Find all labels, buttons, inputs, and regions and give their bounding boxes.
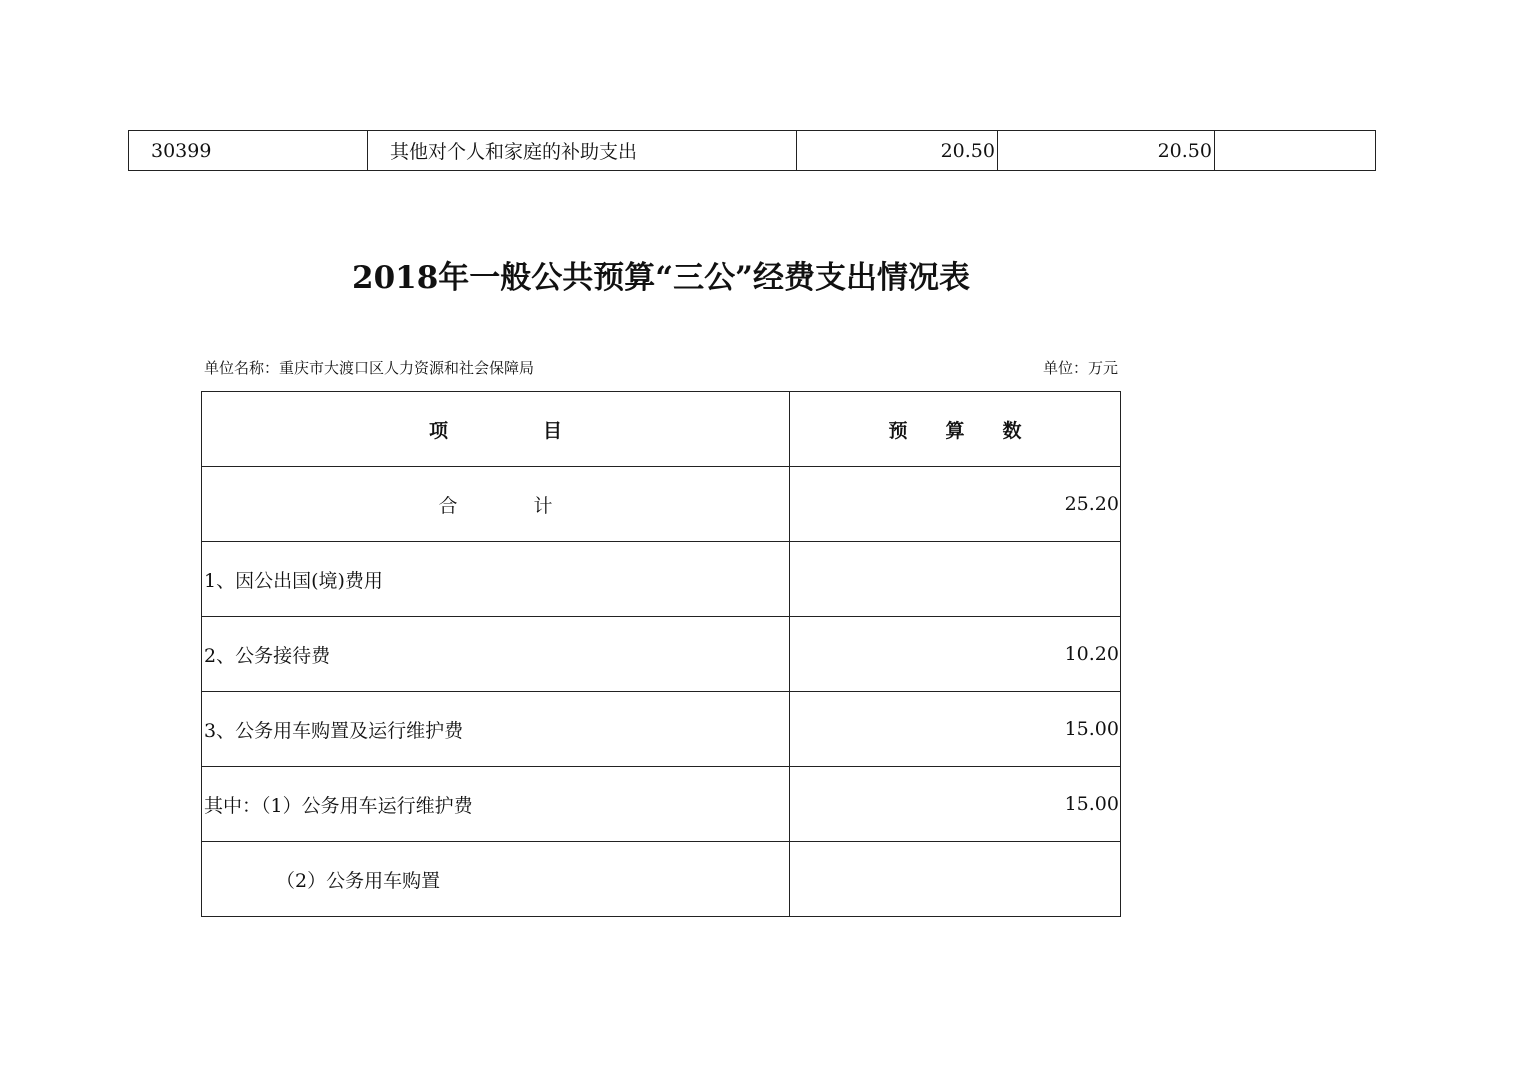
row-value [790,842,1121,917]
header-amount: 预 算 数 [790,392,1121,467]
row-label: 3、公务用车购置及运行维护费 [202,692,790,767]
carry-code-cell: 30399 [129,131,368,171]
table-row [202,692,1121,767]
table-row [202,617,1121,692]
table-header-row [202,392,1121,467]
row-value: 10.20 [790,617,1121,692]
row-value: 25.20 [790,467,1121,542]
row-value: 15.00 [790,692,1121,767]
page-title: 2018年一般公共预算“三公”经费支出情况表 [352,260,970,296]
table-row [202,842,1121,917]
unit-name-label: 单位名称：重庆市大渡口区人力资源和社会保障局 [204,359,535,377]
row-label: 合 计 [202,467,790,542]
table-row [202,767,1121,842]
row-label: 1、因公出国(境)费用 [202,542,790,617]
row-value: 15.00 [790,767,1121,842]
row-label: 2、公务接待费 [202,617,790,692]
table-row [129,131,1376,171]
row-label: （2）公务用车购置 [202,842,790,917]
row-value [790,542,1121,617]
header-item: 项 目 [202,392,790,467]
unit-label: 单位：万元 [1042,359,1118,377]
carry-amount-c-cell [1215,131,1376,171]
table-row-total [202,467,1121,542]
expense-table [201,391,1121,917]
table-row [202,542,1121,617]
carry-amount-a-cell: 20.50 [797,131,998,171]
carry-over-table [128,130,1376,171]
carry-name-cell: 其他对个人和家庭的补助支出 [368,131,797,171]
row-label: 其中：（1）公务用车运行维护费 [202,767,790,842]
carry-amount-b-cell: 20.50 [998,131,1215,171]
